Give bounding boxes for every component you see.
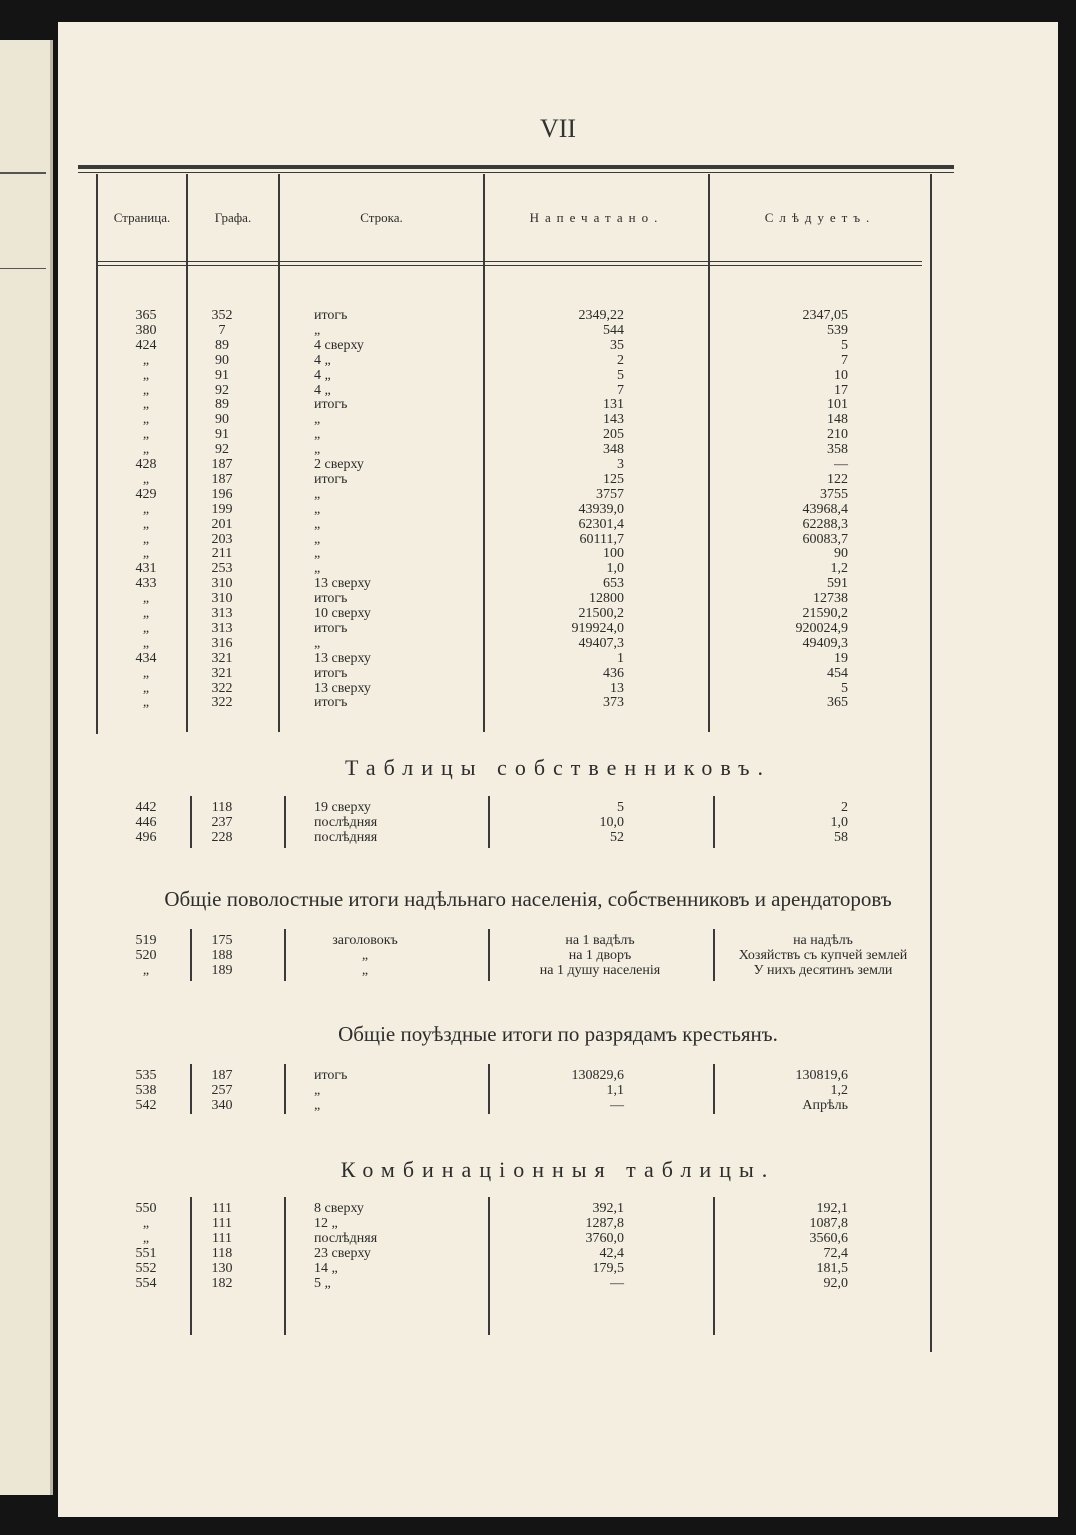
- cell-column: 7: [218, 322, 226, 338]
- table-row: [58, 368, 1058, 383]
- cell-column: 188: [211, 948, 233, 963]
- cell-printed: на 1 вадѣлъ: [565, 933, 635, 948]
- cell-line: итогъ: [314, 665, 348, 681]
- header-should-be: Слѣдуетъ.: [764, 210, 876, 225]
- cell-should-be: Хозяйствъ съ купчей землей: [738, 948, 908, 963]
- cell-column: 89: [215, 337, 229, 353]
- cell-line: 23 сверху: [314, 1246, 371, 1261]
- left-page-rule: [0, 172, 46, 174]
- table-row: [58, 1276, 1058, 1291]
- cell-should-be: 5: [841, 337, 848, 353]
- cell-line: „: [314, 1098, 321, 1113]
- cell-should-be: —: [834, 457, 848, 472]
- cell-column: 92: [215, 382, 229, 398]
- cell-line: послѣдняя: [314, 1231, 378, 1246]
- cell-page: 429: [135, 486, 157, 502]
- cell-line: „: [314, 531, 321, 547]
- cell-page: „: [142, 516, 150, 532]
- cell-should-be: 101: [827, 397, 848, 413]
- cell-page: „: [142, 1216, 150, 1231]
- cell-page: „: [142, 620, 150, 636]
- cell-column: 257: [211, 1083, 233, 1098]
- cell-should-be: 3560,6: [809, 1231, 848, 1246]
- cell-should-be: 1,2: [830, 1083, 848, 1098]
- table-row: [58, 1068, 1058, 1083]
- column-divider: [713, 929, 715, 981]
- cell-should-be: 192,1: [816, 1201, 848, 1216]
- column-divider: [488, 929, 490, 981]
- cell-page: „: [142, 442, 150, 458]
- table-row: [58, 606, 1058, 621]
- cell-printed: 3757: [596, 486, 624, 502]
- cell-page: 433: [135, 576, 157, 592]
- cell-printed: на 1 душу населенія: [539, 963, 661, 978]
- cell-page: 542: [135, 1098, 157, 1113]
- cell-column: 118: [211, 1246, 233, 1261]
- cell-printed: 49407,3: [578, 635, 624, 651]
- cell-should-be: 62288,3: [802, 516, 848, 532]
- table-row: [58, 472, 1058, 487]
- cell-column: 313: [211, 620, 233, 636]
- cell-should-be: 43968,4: [802, 501, 848, 517]
- cell-line: „: [314, 561, 321, 577]
- cell-column: 203: [211, 531, 233, 547]
- cell-line: 19 сверху: [314, 800, 371, 815]
- page-number: VII: [539, 114, 577, 143]
- table-row: [58, 338, 1058, 353]
- cell-printed: 62301,4: [578, 516, 624, 532]
- cell-column: 310: [211, 591, 233, 607]
- cell-should-be: на надѣлъ: [793, 933, 853, 948]
- table-row: [58, 397, 1058, 412]
- table-row: [58, 546, 1058, 561]
- column-divider: [284, 796, 286, 848]
- cell-line: „: [314, 635, 321, 651]
- cell-printed: 436: [603, 665, 624, 681]
- cell-should-be: 49409,3: [802, 635, 848, 651]
- cell-column: 130: [211, 1261, 233, 1276]
- cell-should-be: 1,0: [830, 814, 848, 830]
- cell-column: 199: [211, 501, 233, 517]
- cell-should-be: 365: [827, 695, 848, 711]
- table-row: [58, 800, 1058, 815]
- cell-page: 424: [135, 337, 157, 353]
- cell-line: „: [314, 442, 321, 458]
- header-rule: [96, 265, 922, 266]
- cell-page: „: [142, 471, 150, 487]
- cell-page: 496: [135, 829, 157, 845]
- cell-page: 538: [135, 1083, 157, 1098]
- cell-page: „: [142, 1231, 150, 1246]
- cell-line: „: [314, 486, 321, 502]
- column-divider: [488, 1064, 490, 1114]
- table-row: [58, 621, 1058, 636]
- column-divider: [190, 796, 192, 848]
- table-row: [58, 1231, 1058, 1246]
- cell-should-be: 58: [834, 829, 848, 845]
- cell-printed: 5: [617, 800, 624, 815]
- cell-page: „: [142, 963, 150, 978]
- cell-column: 111: [212, 1201, 232, 1216]
- cell-should-be: 72,4: [823, 1246, 848, 1261]
- cell-column: 187: [211, 1068, 233, 1083]
- cell-page: „: [142, 367, 150, 383]
- cell-page: „: [142, 531, 150, 547]
- table-row: [58, 1261, 1058, 1276]
- table-row: [58, 457, 1058, 472]
- section-title: Общіе поуѣздные итоги по разрядамъ крестьянъ.: [338, 1022, 778, 1046]
- cell-line: послѣдняя: [314, 829, 378, 845]
- cell-column: 92: [215, 442, 229, 458]
- table-row: [58, 651, 1058, 666]
- cell-printed: 373: [603, 695, 624, 711]
- header-page: Страница.: [113, 210, 171, 225]
- column-divider: [713, 796, 715, 848]
- cell-printed: 35: [610, 337, 624, 353]
- table-row: [58, 636, 1058, 651]
- table-row: [58, 532, 1058, 547]
- table-row: [58, 963, 1058, 978]
- column-divider: [284, 929, 286, 981]
- cell-page: 434: [135, 650, 157, 666]
- cell-column: 228: [211, 829, 233, 845]
- cell-printed: на 1 дворъ: [568, 948, 632, 963]
- cell-printed: 125: [603, 471, 624, 487]
- table-row: [58, 308, 1058, 323]
- cell-line: итогъ: [314, 308, 348, 323]
- cell-line: 4 „: [314, 352, 331, 368]
- cell-column: 196: [211, 486, 233, 502]
- cell-line: „: [314, 427, 321, 443]
- table-row: [58, 1098, 1058, 1113]
- cell-should-be: Апрѣль: [802, 1098, 848, 1113]
- cell-line: итогъ: [314, 591, 348, 607]
- cell-line: 14 „: [314, 1261, 338, 1276]
- cell-page: 365: [135, 308, 157, 323]
- cell-column: 89: [215, 397, 229, 413]
- cell-column: 182: [211, 1276, 233, 1291]
- cell-should-be: 12738: [813, 591, 848, 607]
- cell-should-be: 1087,8: [809, 1216, 848, 1231]
- cell-page: „: [142, 501, 150, 517]
- cell-printed: 43939,0: [578, 501, 624, 517]
- cell-printed: 1,1: [606, 1083, 624, 1098]
- cell-printed: 21500,2: [578, 606, 624, 621]
- cell-should-be: 454: [827, 665, 848, 681]
- cell-line: „: [361, 963, 369, 978]
- cell-column: 340: [211, 1098, 233, 1113]
- cell-should-be: 2: [841, 800, 848, 815]
- cell-page: 380: [135, 322, 157, 338]
- cell-page: 519: [135, 933, 157, 948]
- cell-page: 552: [135, 1261, 157, 1276]
- cell-should-be: 10: [834, 367, 848, 383]
- cell-should-be: 21590,2: [802, 606, 848, 621]
- table-row: [58, 576, 1058, 591]
- table-row: [58, 427, 1058, 442]
- cell-should-be: 148: [827, 412, 848, 428]
- cell-line: 2 сверху: [314, 457, 364, 472]
- cell-printed: 653: [603, 576, 624, 592]
- cell-should-be: 181,5: [816, 1261, 848, 1276]
- table-row: [58, 1201, 1058, 1216]
- left-page-edge: [0, 40, 53, 1495]
- table-row: [58, 1216, 1058, 1231]
- cell-column: 321: [211, 650, 233, 666]
- cell-printed: 392,1: [592, 1201, 624, 1216]
- cell-line: 13 сверху: [314, 576, 371, 592]
- cell-printed: 100: [603, 546, 624, 562]
- cell-page: 550: [135, 1201, 157, 1216]
- cell-line: итогъ: [314, 397, 348, 413]
- cell-line: итогъ: [314, 695, 348, 711]
- column-divider: [190, 929, 192, 981]
- cell-printed: 3: [617, 457, 624, 472]
- cell-printed: 10,0: [599, 814, 624, 830]
- table-row: [58, 1083, 1058, 1098]
- table-row: [58, 830, 1058, 845]
- cell-page: 446: [135, 814, 157, 830]
- cell-printed: 205: [603, 427, 624, 443]
- cell-printed: 42,4: [599, 1246, 624, 1261]
- cell-page: 520: [135, 948, 157, 963]
- table-row: [58, 681, 1058, 696]
- cell-should-be: 2347,05: [802, 308, 848, 323]
- table-row: [58, 591, 1058, 606]
- cell-page: „: [142, 397, 150, 413]
- cell-printed: 52: [610, 829, 624, 845]
- column-divider: [488, 796, 490, 848]
- section-title: Комбинаціонныя таблицы.: [340, 1157, 776, 1182]
- column-divider: [713, 1064, 715, 1114]
- cell-should-be: 210: [827, 427, 848, 443]
- cell-column: 201: [211, 516, 233, 532]
- cell-column: 90: [215, 352, 229, 368]
- cell-should-be: 60083,7: [802, 531, 848, 547]
- top-rule-thin: [78, 172, 954, 173]
- column-divider: [488, 1197, 490, 1335]
- cell-printed: —: [610, 1276, 624, 1291]
- cell-should-be: 539: [827, 322, 848, 338]
- table-row: [58, 383, 1058, 398]
- cell-column: 321: [211, 665, 233, 681]
- cell-printed: 1,0: [606, 561, 624, 577]
- cell-page: 535: [135, 1068, 157, 1083]
- cell-line: 4 „: [314, 382, 331, 398]
- cell-column: 118: [211, 800, 233, 815]
- header-rule: [96, 261, 922, 262]
- cell-column: 90: [215, 412, 229, 428]
- cell-line: 12 „: [314, 1216, 338, 1231]
- cell-line: „: [314, 1083, 321, 1098]
- table-row: [58, 933, 1058, 948]
- column-divider: [190, 1064, 192, 1114]
- cell-page: 554: [135, 1276, 157, 1291]
- cell-column: 91: [215, 367, 229, 383]
- cell-line: итогъ: [314, 471, 348, 487]
- cell-printed: 130829,6: [571, 1068, 624, 1083]
- column-divider: [284, 1064, 286, 1114]
- cell-line: 4 „: [314, 367, 331, 383]
- cell-printed: 919924,0: [571, 620, 624, 636]
- cell-column: 189: [211, 963, 233, 978]
- cell-printed: 13: [610, 680, 624, 696]
- cell-column: 322: [211, 680, 233, 696]
- cell-line: итогъ: [314, 620, 348, 636]
- cell-line: „: [314, 412, 321, 428]
- cell-page: „: [142, 635, 150, 651]
- cell-column: 175: [211, 933, 233, 948]
- table-row: [58, 948, 1058, 963]
- cell-line: итогъ: [314, 1068, 348, 1083]
- cell-page: „: [142, 680, 150, 696]
- cell-should-be: 3755: [820, 486, 848, 502]
- header-printed: Напечатано.: [529, 210, 664, 225]
- cell-line: 10 сверху: [314, 606, 371, 621]
- cell-printed: 143: [603, 412, 624, 428]
- cell-printed: 131: [603, 397, 624, 413]
- cell-should-be: 92,0: [823, 1276, 848, 1291]
- cell-page: „: [142, 665, 150, 681]
- cell-should-be: У нихъ десятинъ земли: [753, 963, 893, 978]
- cell-printed: 179,5: [592, 1261, 624, 1276]
- header-column: Графа.: [214, 210, 252, 225]
- cell-column: 187: [211, 471, 233, 487]
- cell-printed: 5: [617, 367, 624, 383]
- cell-line: „: [314, 322, 321, 338]
- cell-line: заголовокъ: [332, 933, 398, 948]
- cell-page: „: [142, 606, 150, 621]
- cell-page: „: [142, 382, 150, 398]
- cell-column: 316: [211, 635, 233, 651]
- cell-line: „: [314, 516, 321, 532]
- header-line: Строка.: [360, 210, 403, 225]
- cell-column: 322: [211, 695, 233, 711]
- cell-line: „: [314, 546, 321, 562]
- cell-page: 431: [135, 561, 157, 577]
- cell-should-be: 19: [834, 650, 848, 666]
- cell-page: „: [142, 427, 150, 443]
- table-row: [58, 442, 1058, 457]
- column-divider: [190, 1197, 192, 1335]
- cell-printed: 2: [617, 352, 624, 368]
- cell-should-be: 1,2: [830, 561, 848, 577]
- cell-line: послѣдняя: [314, 814, 378, 830]
- cell-column: 111: [212, 1216, 232, 1231]
- column-divider: [284, 1197, 286, 1335]
- cell-printed: 12800: [589, 591, 624, 607]
- table-row: [58, 695, 1058, 710]
- cell-page: „: [142, 695, 150, 711]
- table-row: [58, 517, 1058, 532]
- top-rule: [78, 165, 954, 169]
- cell-should-be: 5: [841, 680, 848, 696]
- left-page-rule: [0, 268, 46, 269]
- table-row: [58, 666, 1058, 681]
- table-row: [58, 323, 1058, 338]
- cell-should-be: 17: [834, 382, 848, 398]
- cell-printed: —: [610, 1098, 624, 1113]
- cell-column: 237: [211, 814, 233, 830]
- column-divider: [713, 1197, 715, 1335]
- table-row: [58, 561, 1058, 576]
- table-row: [58, 412, 1058, 427]
- cell-should-be: 358: [827, 442, 848, 458]
- table-row: [58, 353, 1058, 368]
- section-title: Таблицы собственниковъ.: [344, 755, 772, 780]
- cell-column: 211: [211, 546, 233, 562]
- cell-printed: 1: [617, 650, 624, 666]
- cell-column: 310: [211, 576, 233, 592]
- cell-column: 187: [211, 457, 233, 472]
- table-row: [58, 487, 1058, 502]
- cell-column: 91: [215, 427, 229, 443]
- cell-should-be: 591: [827, 576, 848, 592]
- cell-printed: 60111,7: [579, 531, 624, 547]
- table-row: [58, 502, 1058, 517]
- cell-line: „: [361, 948, 369, 963]
- cell-page: „: [142, 352, 150, 368]
- cell-printed: 348: [603, 442, 624, 458]
- section-title: Общіе поволостные итоги надѣльнаго населенія, собственниковъ и арендаторовъ: [164, 887, 892, 911]
- cell-printed: 544: [603, 322, 624, 338]
- cell-line: 8 сверху: [314, 1201, 364, 1216]
- cell-line: 4 сверху: [314, 337, 364, 353]
- cell-should-be: 122: [827, 471, 848, 487]
- cell-should-be: 130819,6: [795, 1068, 848, 1083]
- cell-column: 253: [211, 561, 233, 577]
- cell-line: 5 „: [314, 1276, 331, 1291]
- cell-page: „: [142, 546, 150, 562]
- table-row: [58, 1246, 1058, 1261]
- cell-printed: 7: [617, 382, 624, 398]
- cell-printed: 2349,22: [578, 308, 624, 323]
- cell-page: 551: [135, 1246, 157, 1261]
- table-row: [58, 815, 1058, 830]
- cell-line: „: [314, 501, 321, 517]
- cell-should-be: 7: [841, 352, 848, 368]
- cell-page: „: [142, 412, 150, 428]
- cell-column: 313: [211, 606, 233, 621]
- cell-should-be: 920024,9: [795, 620, 848, 636]
- cell-printed: 1287,8: [585, 1216, 624, 1231]
- cell-line: 13 сверху: [314, 680, 371, 696]
- cell-page: 442: [135, 800, 157, 815]
- cell-line: 13 сверху: [314, 650, 371, 666]
- cell-page: 428: [135, 457, 157, 472]
- document-page: [58, 22, 1058, 1517]
- cell-should-be: 90: [834, 546, 848, 562]
- cell-column: 352: [211, 308, 233, 323]
- cell-printed: 3760,0: [585, 1231, 624, 1246]
- cell-page: „: [142, 591, 150, 607]
- cell-column: 111: [212, 1231, 232, 1246]
